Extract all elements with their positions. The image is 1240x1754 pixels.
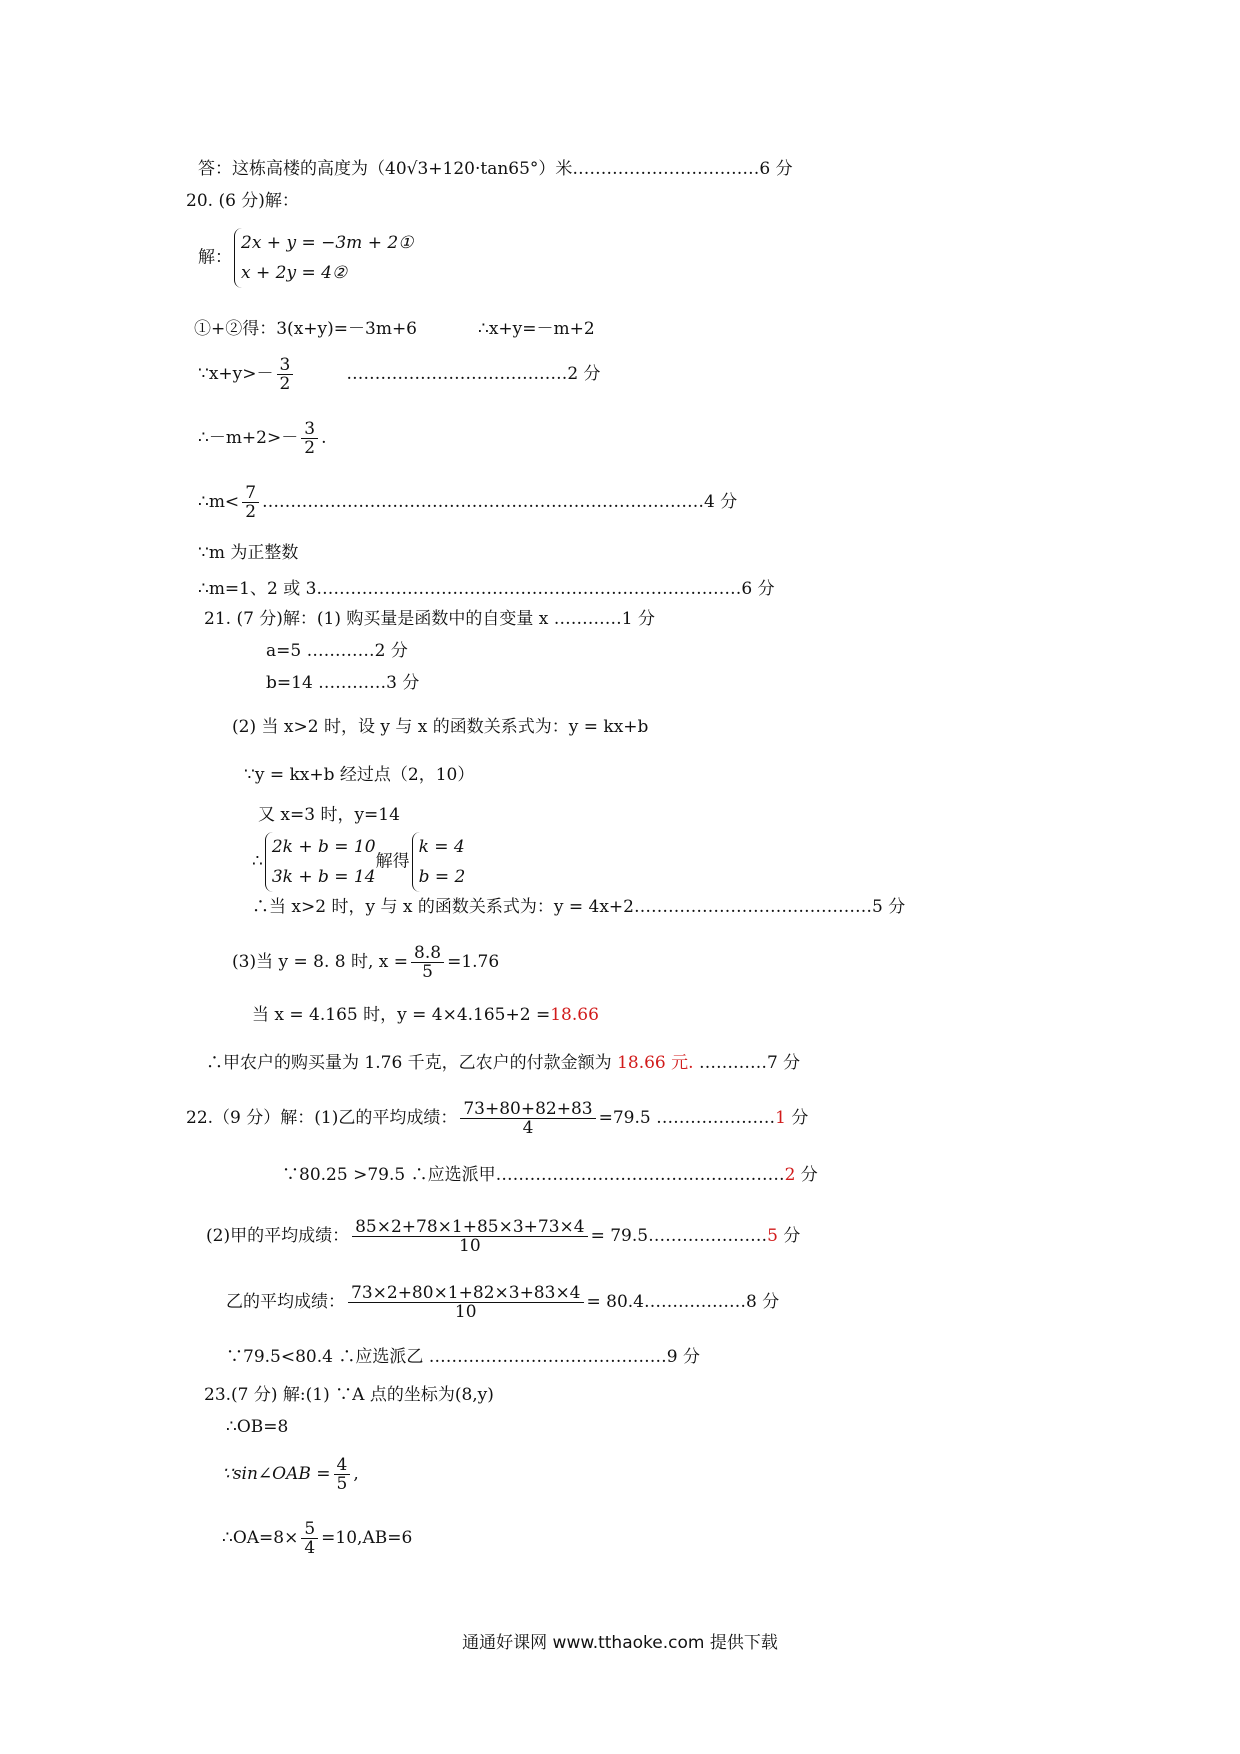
m-positive-integer: ∵m 为正整数 <box>198 543 299 563</box>
highlight-score: 5 <box>767 1226 778 1246</box>
q20-system <box>198 228 413 288</box>
denominator: 2 <box>245 502 257 522</box>
highlight-value: 18.66 元. <box>617 1053 694 1073</box>
oa-ab-values <box>222 1520 412 1557</box>
function-result: ∴当 x>2 时，y 与 x 的函数关系式为：y = 4x+2……………………………………5 分 <box>252 897 906 917</box>
q21-part1: 21. (7 分)解：(1) 购买量是函数中的自变量 x …………1 分 <box>204 609 656 629</box>
fraction <box>460 1100 595 1137</box>
text: 分 <box>785 1108 809 1128</box>
text: , <box>353 1464 359 1484</box>
highlight-score: 2 <box>784 1165 796 1185</box>
q22-part2-yi <box>226 1284 779 1321</box>
fraction <box>242 484 259 521</box>
denominator: 4 <box>304 1538 316 1558</box>
highlight-score: 1 <box>775 1108 786 1128</box>
denominator: 5 <box>422 962 433 982</box>
solution-1: k = 4 <box>418 837 465 857</box>
denominator: 5 <box>336 1474 348 1494</box>
numerator: 7 <box>242 484 259 503</box>
solution-system <box>412 832 466 892</box>
denominator: 4 <box>522 1118 534 1138</box>
score: …………7 分 <box>693 1053 801 1073</box>
q23-header: 23.(7 分) 解:(1) ∵A 点的坐标为(8,y) <box>204 1385 494 1405</box>
numerator: 3 <box>277 356 294 375</box>
text: (3)当 y = 8. 8 时, x = <box>232 952 409 972</box>
q21-part2: (2) 当 x>2 时，设 y 与 x 的函数关系式为：y = kx+b <box>232 717 649 737</box>
numerator: 5 <box>301 1520 318 1539</box>
numerator: 73×2+80×1+82×3+83×4 <box>348 1284 584 1303</box>
text: ∴甲农户的购买量为 1.76 千克，乙农户的付款金额为 <box>206 1053 612 1073</box>
numerator: 73+80+82+83 <box>460 1100 595 1119</box>
text: ∴OA=8× <box>222 1528 299 1548</box>
sum-line: ①+②得：3(x+y)=－3m+6 <box>194 319 418 339</box>
q21-part3 <box>232 944 499 981</box>
m-values: ∴m=1、2 或 3…………………………………………………………………6 分 <box>198 579 775 599</box>
denominator: 10 <box>459 1236 481 1256</box>
second-point: 又 x=3 时，y=14 <box>258 805 400 825</box>
inequality-substituted <box>198 420 326 457</box>
denominator: 2 <box>279 374 291 394</box>
sin-line <box>222 1456 359 1493</box>
text: 乙的平均成绩： <box>226 1292 345 1312</box>
text: 分 <box>777 1226 801 1246</box>
answer-line: 答：这栋高楼的高度为（40√3+120·tan65°）米……………………………6 分 <box>198 159 793 179</box>
equation-system <box>265 832 376 892</box>
text: = 80.4………………8 分 <box>586 1292 780 1312</box>
fraction <box>301 1520 318 1557</box>
q20-header: 20. (6 分)解： <box>186 191 299 211</box>
score: ……………………………………………………………………4 分 <box>262 492 738 512</box>
text: 22.（9 分）解：(1)乙的平均成绩： <box>186 1108 458 1128</box>
text: . <box>321 428 327 448</box>
numerator: 8.8 <box>411 944 444 963</box>
ob-value: ∴OB=8 <box>226 1417 289 1437</box>
highlight-value: 18.66 <box>550 1005 599 1025</box>
text: =79.5 ………………… <box>598 1108 776 1128</box>
denominator: 2 <box>304 438 316 458</box>
text: ∵x+y>－ <box>198 364 274 384</box>
text: ∴ <box>252 851 263 872</box>
kb-system <box>252 832 465 892</box>
equation-2: 3k + b = 14 <box>271 867 376 887</box>
value-a: a=5 …………2 分 <box>266 641 408 661</box>
point-line: ∵y = kx+b 经过点（2，10） <box>244 765 475 785</box>
q22-part1 <box>186 1100 808 1137</box>
text: (2)甲的平均成绩： <box>206 1226 350 1246</box>
text: =1.76 <box>447 952 500 972</box>
score: …………………………………2 分 <box>346 364 601 384</box>
equation-2: x + 2y = 4② <box>241 263 348 283</box>
q21-conclusion <box>206 1052 800 1074</box>
q22-part2-jia <box>206 1218 800 1255</box>
payment-calc <box>252 1004 599 1026</box>
numerator: 4 <box>334 1456 351 1475</box>
fraction <box>411 944 444 981</box>
numerator: 85×2+78×1+85×3+73×4 <box>352 1218 588 1237</box>
fraction <box>277 356 294 393</box>
text: ∵80.25 >79.5 ∴应选派甲…………………………………………… <box>282 1165 785 1185</box>
fraction <box>348 1284 584 1321</box>
text: 分 <box>795 1165 818 1185</box>
text: =10,AB=6 <box>321 1528 413 1548</box>
choose-yi: ∵79.5<80.4 ∴应选派乙 ……………………………………9 分 <box>226 1347 700 1367</box>
text: ∴m< <box>198 492 240 512</box>
sum-result: ∴x+y=－m+2 <box>478 319 595 339</box>
numerator: 3 <box>301 420 318 439</box>
equation-system <box>234 228 413 288</box>
choose-jia <box>282 1164 818 1186</box>
text: = 79.5………………… <box>590 1226 768 1246</box>
equation-1: 2x + y = −3m + 2① <box>241 233 414 253</box>
solution-2: b = 2 <box>418 867 466 887</box>
fraction <box>352 1218 588 1255</box>
value-b: b=14 …………3 分 <box>266 673 420 693</box>
m-range <box>198 484 737 521</box>
denominator: 10 <box>454 1302 477 1322</box>
system-lead: 解： <box>198 247 232 268</box>
text: ∵sin∠OAB = <box>222 1464 331 1484</box>
equation-1: 2k + b = 10 <box>271 837 376 857</box>
fraction <box>334 1456 351 1493</box>
text: ∴－m+2>－ <box>198 428 299 448</box>
footer-credit: 通通好课网 www.tthaoke.com 提供下载 <box>462 1633 778 1653</box>
text: 解得 <box>375 851 410 872</box>
inequality-given <box>198 356 601 393</box>
text: 当 x = 4.165 时，y = 4×4.165+2 = <box>252 1005 551 1025</box>
fraction <box>301 420 318 457</box>
